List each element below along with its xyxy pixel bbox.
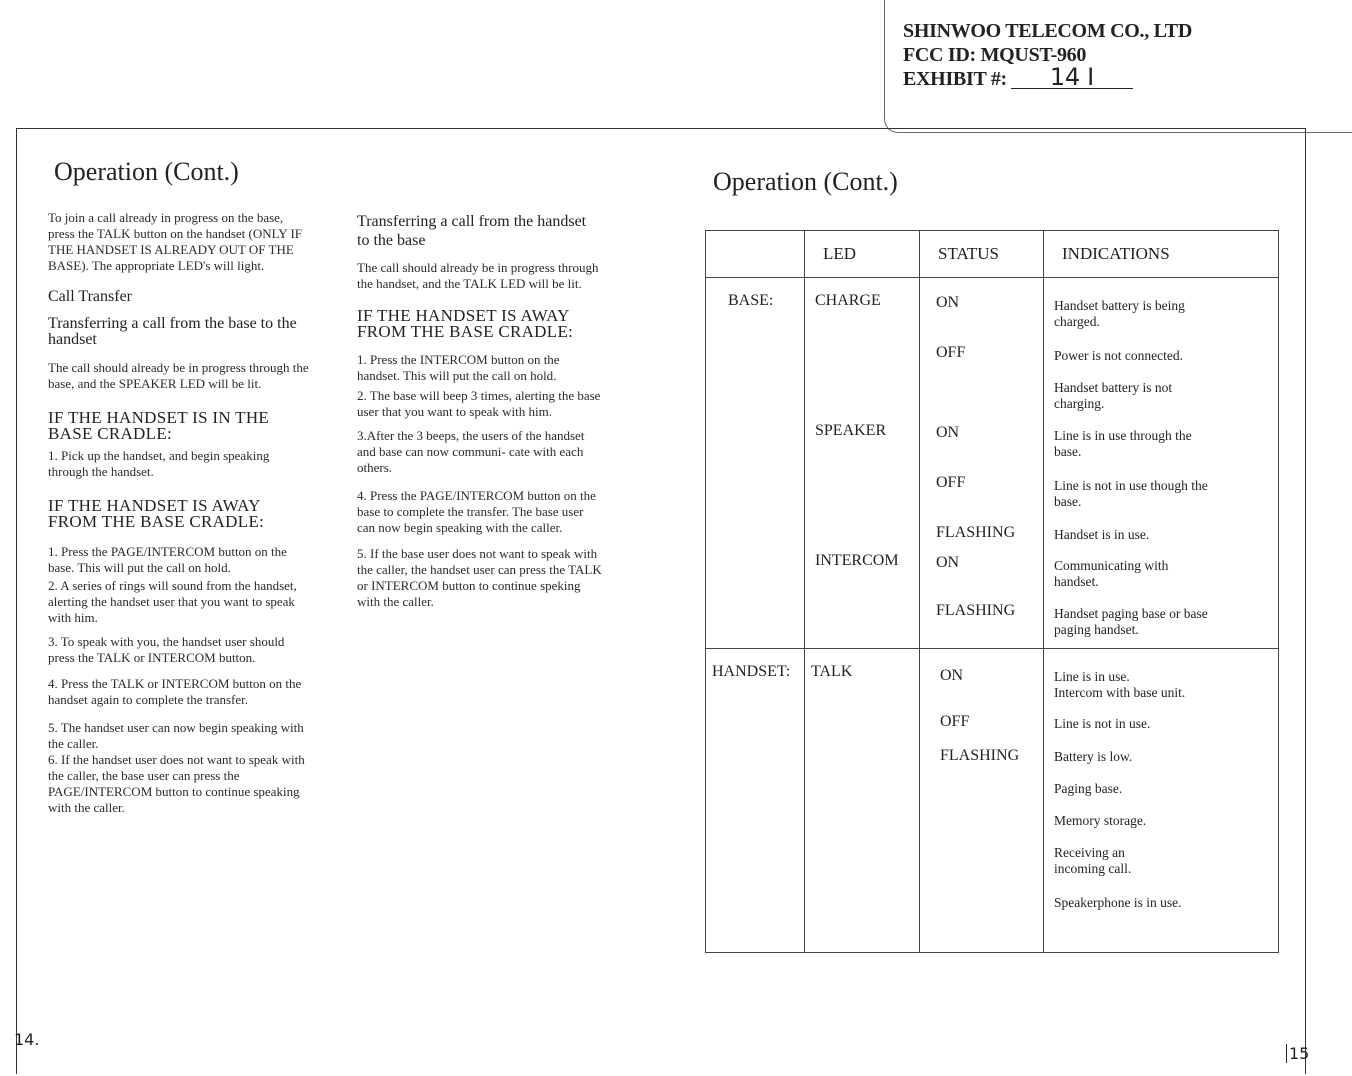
join-call-text: To join a call already in progress on the base, press the TALK button on the handset (ONLY IF THE HANDSET IS ALREADY OUT OF THE BASE). The appropriate LED's will light.	[48, 210, 303, 273]
table-row-base	[706, 278, 1279, 649]
header-empty	[706, 231, 805, 278]
indication-talk-off: Line is not in use.	[1054, 716, 1151, 731]
status-speaker-flashing: FLASHING	[936, 524, 1016, 541]
transfer-handset-intro: The call should already be in progress through the handset, and the TALK LED will be lit.	[357, 260, 599, 291]
left-column-2	[357, 212, 602, 610]
status-charge-off: OFF	[936, 344, 966, 361]
led-speaker: SPEAKER	[815, 422, 887, 439]
led-intercom: INTERCOM	[815, 552, 899, 569]
right-step-4: 4. Press the PAGE/INTERCOM button on the base to complete the transfer. The base user can now begin speaking with the caller.	[357, 488, 596, 535]
left-step-6: 6. If the handset user does not want to speak with the caller, the base user can press the PAGE/INTERCOM button to continue speaking with the caller.	[48, 752, 305, 815]
left-step-3: 3. To speak with you, the handset user should press the TALK or INTERCOM button.	[48, 634, 285, 665]
left-column-1	[48, 210, 310, 816]
transfer-base-to-handset-heading: Transferring a call from the base to the handset	[48, 315, 297, 348]
right-step-2: 2. The base will beep 3 times, alerting the base user that you want to speak with him.	[357, 388, 601, 419]
indication-not-charging: Handset battery is not charging.	[1054, 380, 1173, 411]
indication-speaker-off: Line is not in use though the base.	[1054, 478, 1208, 509]
header-led: LED	[805, 231, 920, 278]
table-row-handset	[706, 649, 1279, 953]
indication-incoming-call: Receiving an incoming call.	[1054, 845, 1132, 876]
indication-battery-low: Battery is low.	[1054, 749, 1133, 764]
right-step-3: 3.After the 3 beeps, the users of the handset and base can now communi- cate with each others.	[357, 428, 585, 475]
transfer-base-intro: The call should already be in progress through the base, and the SPEAKER LED will be lit.	[48, 360, 309, 391]
away-cradle-heading-left: IF THE HANDSET IS AWAY FROM THE BASE CRADLE:	[48, 496, 265, 531]
stamp-company: SHINWOO TELECOM CO., LTD	[903, 20, 1192, 42]
call-transfer-heading: Call Transfer	[48, 288, 132, 305]
base-label: BASE:	[728, 292, 774, 309]
in-cradle-step-1: 1. Pick up the handset, and begin speaking through the handset.	[48, 448, 270, 479]
stamp-exhibit	[903, 63, 1133, 91]
indication-speaker-flashing: Handset is in use.	[1054, 527, 1150, 542]
handset-label: HANDSET:	[712, 663, 791, 680]
indication-intercom-flashing: Handset paging base or base paging handset.	[1054, 606, 1208, 637]
status-charge-on: ON	[936, 294, 960, 311]
status-intercom-flashing: FLASHING	[936, 602, 1016, 619]
indication-talk-on-1: Line is in use.	[1054, 669, 1130, 684]
indication-speakerphone: Speakerphone is in use.	[1054, 895, 1182, 910]
stamp-exhibit-value: 14 I	[1011, 66, 1133, 89]
indication-speaker-on: Line is in use through the base.	[1054, 428, 1192, 459]
led-talk: TALK	[811, 663, 853, 680]
header-indications: INDICATIONS	[1044, 231, 1279, 278]
stamp-fcc-id: FCC ID: MQUST-960	[903, 44, 1087, 66]
indication-memory-storage: Memory storage.	[1054, 813, 1147, 828]
stamp-exhibit-label: EXHIBIT #:	[903, 68, 1007, 90]
status-talk-on: ON	[940, 667, 964, 684]
in-cradle-heading: IF THE HANDSET IS IN THE BASE CRADLE:	[48, 408, 270, 443]
status-speaker-off: OFF	[936, 474, 966, 491]
led-charge: CHARGE	[815, 292, 881, 309]
transfer-handset-to-base-heading: Transferring a call from the handset to the base	[357, 213, 587, 249]
left-step-5: 5. The handset user can now begin speaking with the caller.	[48, 720, 304, 751]
indication-charge-on: Handset battery is being charged.	[1054, 298, 1185, 329]
left-page-number: 14.	[14, 1030, 40, 1049]
right-step-1: 1. Press the INTERCOM button on the handset. This will put the call on hold.	[357, 352, 560, 383]
status-talk-flashing: FLASHING	[940, 747, 1020, 764]
status-talk-off: OFF	[940, 713, 970, 730]
status-speaker-on: ON	[936, 424, 960, 441]
left-step-4: 4. Press the TALK or INTERCOM button on the handset again to complete the transfer.	[48, 676, 302, 707]
exhibit-stamp	[884, 0, 1352, 133]
table-header-row	[706, 231, 1279, 278]
led-status-table	[705, 230, 1279, 953]
indication-intercom-on: Communicating with handset.	[1054, 558, 1169, 589]
right-page-heading: Operation (Cont.)	[713, 167, 898, 196]
header-status: STATUS	[920, 231, 1044, 278]
right-page-number: 15	[1286, 1044, 1309, 1063]
status-intercom-on: ON	[936, 554, 960, 571]
left-page-heading: Operation (Cont.)	[54, 157, 239, 186]
left-step-1: 1. Press the PAGE/INTERCOM button on the base. This will put the call on hold.	[48, 544, 287, 575]
left-step-2: 2. A series of rings will sound from the handset, alerting the handset user that you want to speak with him.	[48, 578, 297, 625]
right-step-5: 5. If the base user does not want to speak with the caller, the handset user can press the TALK or INTERCOM button to continue speking with the caller.	[357, 546, 602, 609]
indication-paging-base: Paging base.	[1054, 781, 1123, 796]
indication-charge-off: Power is not connected.	[1054, 348, 1183, 363]
indication-talk-on-2: Intercom with base unit.	[1054, 685, 1186, 700]
away-cradle-heading-right: IF THE HANDSET IS AWAY FROM THE BASE CRADLE:	[357, 306, 574, 341]
